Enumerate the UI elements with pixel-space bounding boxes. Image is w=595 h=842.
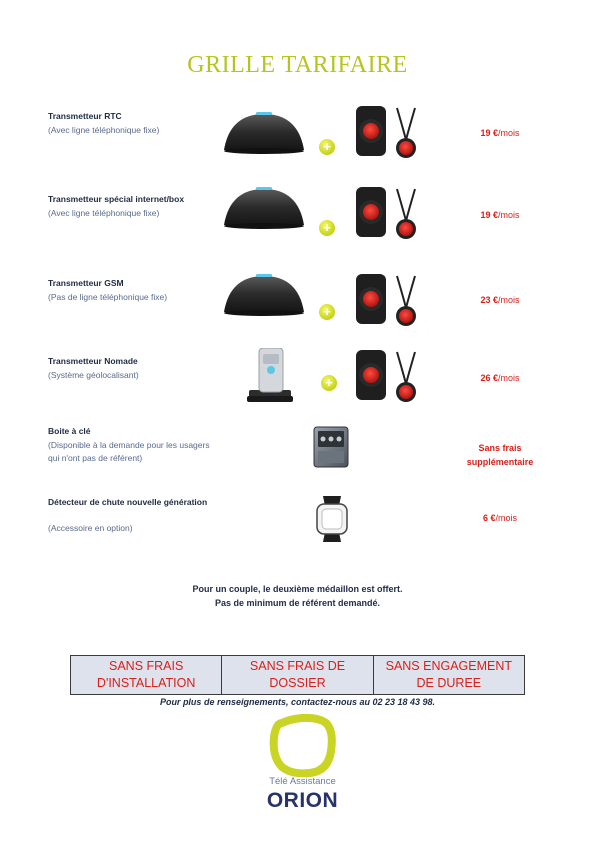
row-name: Transmetteur spécial internet/box (48, 194, 185, 204)
plus-icon: + (319, 220, 335, 236)
price-value: 19 € (480, 128, 498, 138)
key-box-icon (313, 426, 349, 468)
mobile-device-icon (245, 348, 295, 406)
price-value: 19 € (480, 210, 498, 220)
brand-subtitle: Télé Assistance (269, 776, 336, 787)
base-station-icon (220, 110, 308, 154)
pendant-and-wristband-icon (352, 274, 422, 330)
price-unit: /mois (498, 128, 520, 138)
price-unit: /mois (495, 513, 518, 523)
plus-icon: + (319, 139, 335, 155)
plus-icon: + (321, 375, 337, 391)
orion-logo-icon (268, 713, 338, 777)
row-subtitle: (Avec ligne téléphonique fixe) (48, 208, 160, 218)
row-price (440, 126, 560, 140)
plus-icon: + (319, 304, 335, 320)
price-unit: /mois (498, 210, 520, 220)
offer-note (0, 582, 595, 610)
pricing-row-gsm (0, 277, 595, 337)
price-line: supplémentaire (466, 457, 534, 467)
pendant-and-wristband-icon (352, 187, 422, 243)
base-station-icon (220, 185, 308, 229)
fee-cell-engagement: SANS ENGAGEMENT DE DUREE (373, 656, 524, 695)
price-unit: /mois (498, 295, 520, 305)
price-value: 26 € (480, 373, 498, 383)
row-price (440, 371, 560, 385)
offer-note-line: Pour un couple, le deuxième médaillon est offert. (192, 584, 403, 594)
contact-line: Pour plus de renseignements, contactez-nous au 02 23 18 43 98. (159, 697, 436, 707)
pendant-and-wristband-icon (352, 350, 422, 406)
offer-note-line: Pas de minimum de référent demandé. (214, 598, 381, 608)
price-unit: /mois (498, 373, 520, 383)
row-name: Boite à clé (48, 426, 91, 436)
pricing-row-fall-detector (0, 496, 595, 556)
price-value: 6 € (482, 513, 496, 523)
row-price (440, 208, 560, 222)
row-price (440, 293, 560, 307)
row-subtitle: (Avec ligne téléphonique fixe) (48, 125, 160, 135)
pendant-and-wristband-icon (352, 106, 422, 162)
pricing-row-internet-box (0, 193, 595, 253)
fees-table (70, 655, 525, 695)
price-line: Sans frais (478, 443, 522, 453)
row-subtitle: (Disponible à la demande pour les usagers qui n'ont pas de référent) (48, 440, 210, 463)
row-name: Transmetteur GSM (48, 278, 124, 288)
row-subtitle: (Accessoire en option) (48, 523, 133, 533)
pricing-row-key-box (0, 425, 595, 485)
page-title: GRILLE TARIFAIRE (187, 52, 408, 78)
row-subtitle: (Pas de ligne téléphonique fixe) (48, 292, 168, 302)
fee-cell-installation: SANS FRAIS D'INSTALLATION (71, 656, 222, 695)
pricing-row-rtc (0, 110, 595, 170)
price-value: 23 € (480, 295, 498, 305)
base-station-icon (220, 272, 308, 316)
fall-detector-watch-icon (311, 494, 353, 544)
row-price (440, 511, 560, 525)
row-name: Transmetteur RTC (48, 111, 122, 121)
row-subtitle: (Système géolocalisant) (48, 370, 139, 380)
row-price (440, 441, 560, 469)
brand-name: ORION (266, 789, 339, 812)
fee-cell-dossier: SANS FRAIS DE DOSSIER (222, 656, 373, 695)
row-name: Détecteur de chute nouvelle génération (48, 497, 208, 507)
pricing-row-nomade (0, 355, 595, 415)
row-name: Transmetteur Nomade (48, 356, 138, 366)
fees-row (71, 656, 525, 695)
